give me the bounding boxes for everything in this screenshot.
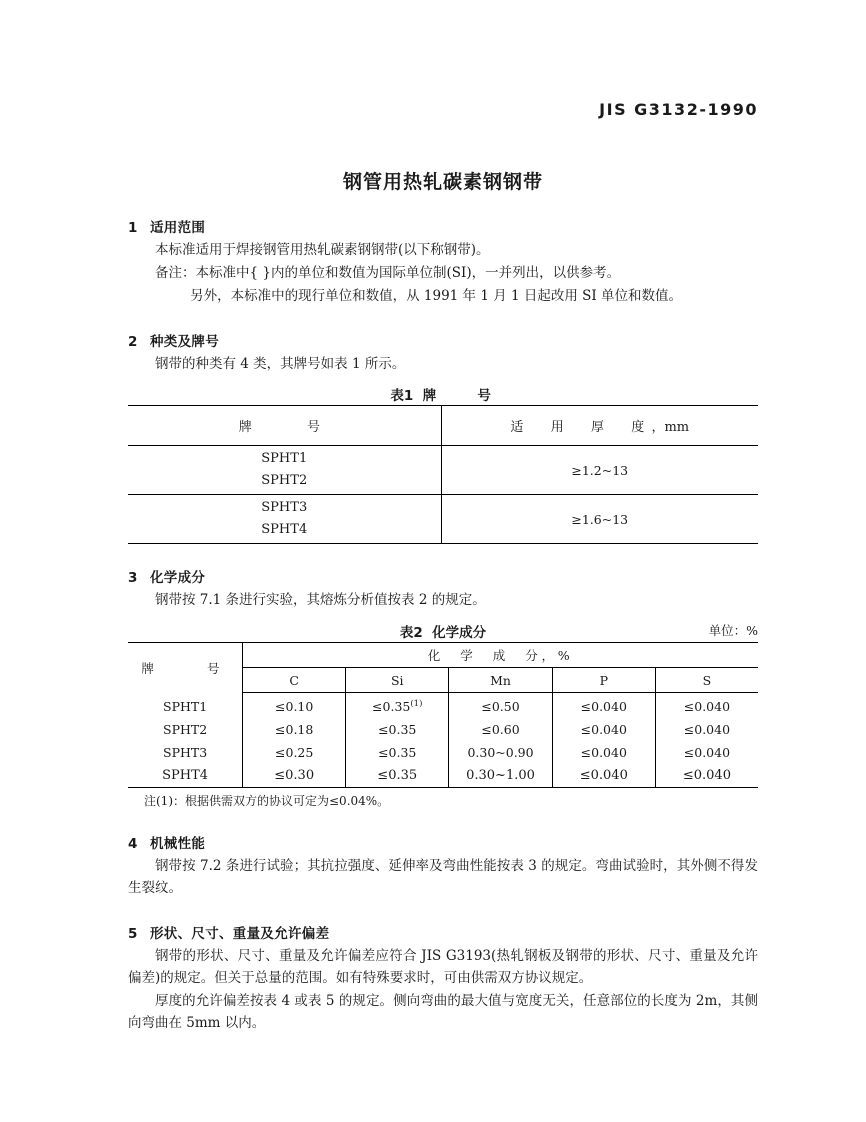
table2-row2-brand: SPHT2 xyxy=(163,722,208,738)
section-title-3: 化学成分 xyxy=(150,570,206,587)
section-heading-5 xyxy=(128,922,758,942)
table2-row4-C: ≤0.30 xyxy=(243,764,346,788)
section-number-4: 4 xyxy=(128,836,138,853)
table2-caption-title: 化学成分 xyxy=(432,625,487,642)
table-row xyxy=(128,693,758,719)
section-number-5: 5 xyxy=(128,926,138,943)
table-row xyxy=(128,764,758,788)
table2-row1-P: ≤0.040 xyxy=(552,693,655,719)
table-row xyxy=(128,741,758,764)
table1-row2-brand-1: SPHT3 xyxy=(261,500,308,516)
table2-col-Si: Si xyxy=(346,668,449,693)
section-number-3: 3 xyxy=(128,570,138,587)
section-1-paragraph-3: 另外，本标准中的现行单位和数值，从 1991 年 1 月 1 日起改用 SI 单位和数值。 xyxy=(190,287,683,304)
table1-row2-thickness: ≥1.6~13 xyxy=(441,495,758,544)
table-brand-designations xyxy=(128,405,758,544)
section-number-1: 1 xyxy=(128,220,138,236)
table-row xyxy=(128,718,758,741)
table2-unit-label: 单位：% xyxy=(708,623,758,639)
table2-col-P: P xyxy=(552,668,655,693)
table2-row1-C: ≤0.10 xyxy=(243,693,346,719)
table2-row1-brand: SPHT1 xyxy=(163,699,208,715)
table2-row2-Mn: ≤0.60 xyxy=(449,718,552,741)
section-heading-4 xyxy=(128,832,758,852)
section-title-4: 机械性能 xyxy=(150,836,206,853)
table2-col-Mn: Mn xyxy=(449,668,552,693)
section-5-paragraph-1: 钢带的形状、尺寸、重量及允许偏差应符合 JIS G3193(热轧钢板及钢带的形状、尺寸、重量及允许偏差)的规定。但关于总量的范围。如有特殊要求时，可由供需双方协议规定。 xyxy=(128,948,758,986)
table1-caption-title: 牌 号 xyxy=(422,388,496,405)
section-title-1: 适用范围 xyxy=(150,220,206,236)
table2-row2-P: ≤0.040 xyxy=(552,718,655,741)
section-1-paragraph-2: 备注：本标准中{ }内的单位和数值为国际单位制(SI)，一并列出，以供参考。 xyxy=(155,264,621,281)
table2-row1-Si: ≤0.35$^{(1)}$ xyxy=(346,693,449,719)
table2-row3-S: ≤0.040 xyxy=(655,741,758,764)
section-title-2: 种类及牌号 xyxy=(150,333,219,350)
table2-row3-C: ≤0.25 xyxy=(243,741,346,764)
table2-row2-Si: ≤0.35 xyxy=(346,718,449,741)
table2-row3-brand: SPHT3 xyxy=(163,745,208,761)
table2-header-brand: 牌 号 xyxy=(141,661,229,677)
table2-row4-S: ≤0.040 xyxy=(655,764,758,788)
table1-caption-label: 表1 xyxy=(390,388,414,405)
table1-header-row xyxy=(128,406,758,446)
table2-row3-Mn: 0.30~0.90 xyxy=(449,741,552,764)
table2-row2-C: ≤0.18 xyxy=(243,718,346,741)
table2-row4-Si: ≤0.35 xyxy=(346,764,449,788)
section-1-paragraph-1: 本标准适用于焊接钢管用热轧碳素钢钢带(以下称钢带)。 xyxy=(155,242,490,258)
standard-code-header: JIS G3132-1990 xyxy=(599,100,758,119)
table1-row2-brands xyxy=(128,495,441,544)
table2-row3-Si: ≤0.35 xyxy=(346,741,449,764)
table2-row4-P: ≤0.040 xyxy=(552,764,655,788)
section-number-2: 2 xyxy=(128,333,138,350)
section-heading-2 xyxy=(128,330,758,350)
table2-col-C: C xyxy=(243,668,346,693)
table2-row1-Mn: ≤0.50 xyxy=(449,693,552,719)
section-2-paragraph-1: 钢带的种类有 4 类，其牌号如表 1 所示。 xyxy=(155,355,406,372)
section-5-paragraph-2: 厚度的允许偏差按表 4 或表 5 的规定。侧向弯曲的最大值与宽度无关，任意部位的长度为 2m，其侧向弯曲在 5mm 以内。 xyxy=(128,992,758,1031)
table2-caption xyxy=(128,621,758,641)
table2-row2-S: ≤0.040 xyxy=(655,718,758,741)
section-4-paragraph-1: 钢带按 7.2 条进行试验；其抗拉强度、延伸率及弯曲性能按表 3 的规定。弯曲试验时，其外侧不得发生裂纹。 xyxy=(128,858,758,897)
table2-caption-label: 表2 xyxy=(399,625,423,642)
table1-header-brand: 牌 号 xyxy=(128,406,441,446)
table-row xyxy=(128,495,758,544)
table1-row1-brand-1: SPHT1 xyxy=(261,451,308,467)
section-title-5: 形状、尺寸、重量及允许偏差 xyxy=(150,926,330,943)
table1-row1-thickness: ≥1.2~13 xyxy=(441,446,758,495)
table2-row4-Mn: 0.30~1.00 xyxy=(449,764,552,788)
table1-row1-brand-2: SPHT2 xyxy=(261,473,308,489)
section-heading-3 xyxy=(128,566,758,586)
table1-row2-brand-2: SPHT4 xyxy=(261,522,308,538)
table2-row3-P: ≤0.040 xyxy=(552,741,655,764)
table1-header-thickness: 适 用 厚 度，mm xyxy=(441,406,758,446)
page-title: 钢管用热轧碳素钢钢带 xyxy=(342,171,543,193)
table2-row1-S: ≤0.040 xyxy=(655,693,758,719)
table2-header-group-row xyxy=(128,643,758,668)
footnote-marker-1: (1) xyxy=(410,699,423,710)
table-row xyxy=(128,446,758,495)
table1-caption xyxy=(128,384,758,404)
table2-col-S: S xyxy=(655,668,758,693)
table-chemical-composition xyxy=(128,642,758,788)
table1-row1-brands xyxy=(128,446,441,495)
section-3-paragraph-1: 钢带按 7.1 条进行实验，其熔炼分析值按表 2 的规定。 xyxy=(155,592,486,609)
section-heading-1 xyxy=(128,216,758,236)
table2-row4-brand: SPHT4 xyxy=(128,764,243,788)
document-content xyxy=(128,0,758,1034)
table2-footnote: 注(1)：根据供需双方的协议可定为≤0.04%。 xyxy=(144,794,390,809)
table2-header-group: 化 学 成 分，% xyxy=(243,643,758,668)
